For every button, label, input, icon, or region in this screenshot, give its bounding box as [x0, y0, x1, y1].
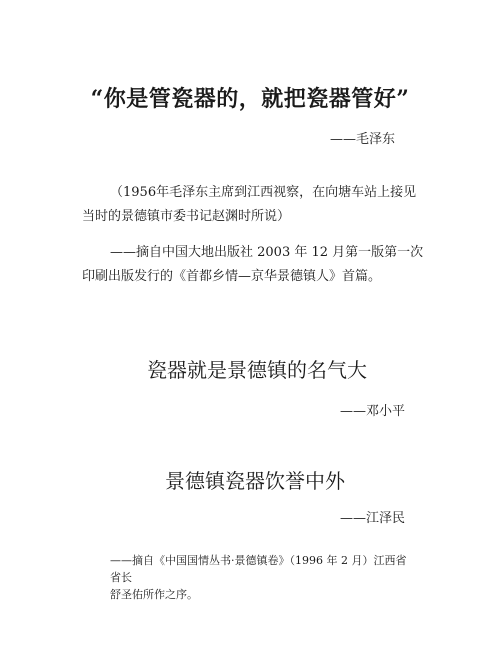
source2-line-2: 舒圣佑所作之序。	[110, 588, 198, 601]
quote-jiang-source	[110, 552, 415, 603]
source2-line-1: ——摘自《中国国情丛书·景德镇卷》（1996 年 2 月）江西省省长	[110, 554, 407, 584]
quote-deng-attribution: ——邓小平	[340, 404, 406, 419]
context-line-2: 当时的景德镇市委书记赵渊时所说）	[82, 209, 291, 224]
quote-mao-attribution: ——毛泽东	[330, 132, 396, 147]
quote-deng: 瓷器就是景德镇的名气大	[147, 358, 367, 382]
quote-mao-source	[82, 241, 427, 289]
source-line-2: 印刷出版发行的《首都乡情—京华景德镇人》首篇。	[82, 269, 382, 284]
quote-jiang: 景德镇瓷器饮誉中外	[165, 469, 345, 493]
quote-mao-context	[82, 181, 427, 229]
quote-jiang-attribution: ——江泽民	[340, 511, 406, 526]
source-line-1: ——摘自中国大地出版社 2003 年 12 月第一版第一次	[110, 245, 424, 260]
context-line-1: （1956年毛泽东主席到江西视察，在向塘车站上接见	[110, 185, 417, 200]
quote-mao: “你是管瓷器的，就把瓷器管好”	[90, 86, 410, 112]
